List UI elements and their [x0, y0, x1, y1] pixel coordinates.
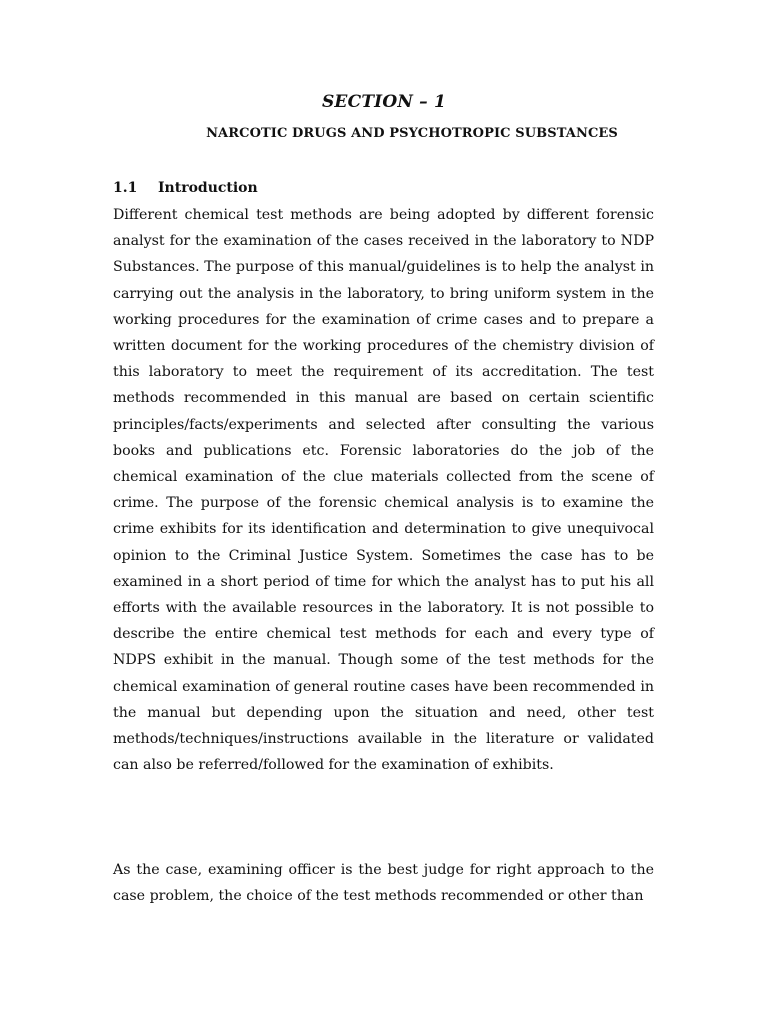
heading-title: Introduction [158, 180, 258, 196]
section-heading [113, 180, 258, 196]
heading-number: 1.1 [113, 180, 138, 196]
section-subtitle: NARCOTIC DRUGS AND PSYCHOTROPIC SUBSTANCES [206, 126, 618, 141]
paragraph-introduction: Different chemical test methods are being adopted by different forensic analyst for the examination of the cases received in the laboratory to NDP Substances. The purpose of this manual/guidelines is to help the analyst in carrying out the analysis in the laboratory, to bring uniform system in the working procedures for the examination of crime cases and to prepare a written document for the working procedures of the chemistry division of this laboratory to meet the requirement of its accreditation. The test methods recommended in this manual are based on certain scientific principles/facts/experiments and selected after consulting the various books and publications etc. Forensic laboratories do the job of the chemical examination of the clue materials collected from the scene of crime. The purpose of the forensic chemical analysis is to examine the crime exhibits for its identification and determination to give unequivocal opinion to the Criminal Justice System. Sometimes the case has to be examined in a short period of time for which the analyst has to put his all efforts with the available resources in the laboratory. It is not possible to describe the entire chemical test methods for each and every type of NDPS exhibit in the manual. Though some of the test methods for the chemical examination of general routine cases have been recommended in the manual but depending upon the situation and need, other test methods/techniques/instructions available in the literature or validated can also be referred/followed for the examination of exhibits. [113, 207, 654, 774]
section-title: SECTION – 1 [321, 92, 447, 112]
paragraph-continuation: As the case, examining officer is the best judge for right approach to the case problem, the choice of the test methods recommended or other than [113, 862, 654, 905]
